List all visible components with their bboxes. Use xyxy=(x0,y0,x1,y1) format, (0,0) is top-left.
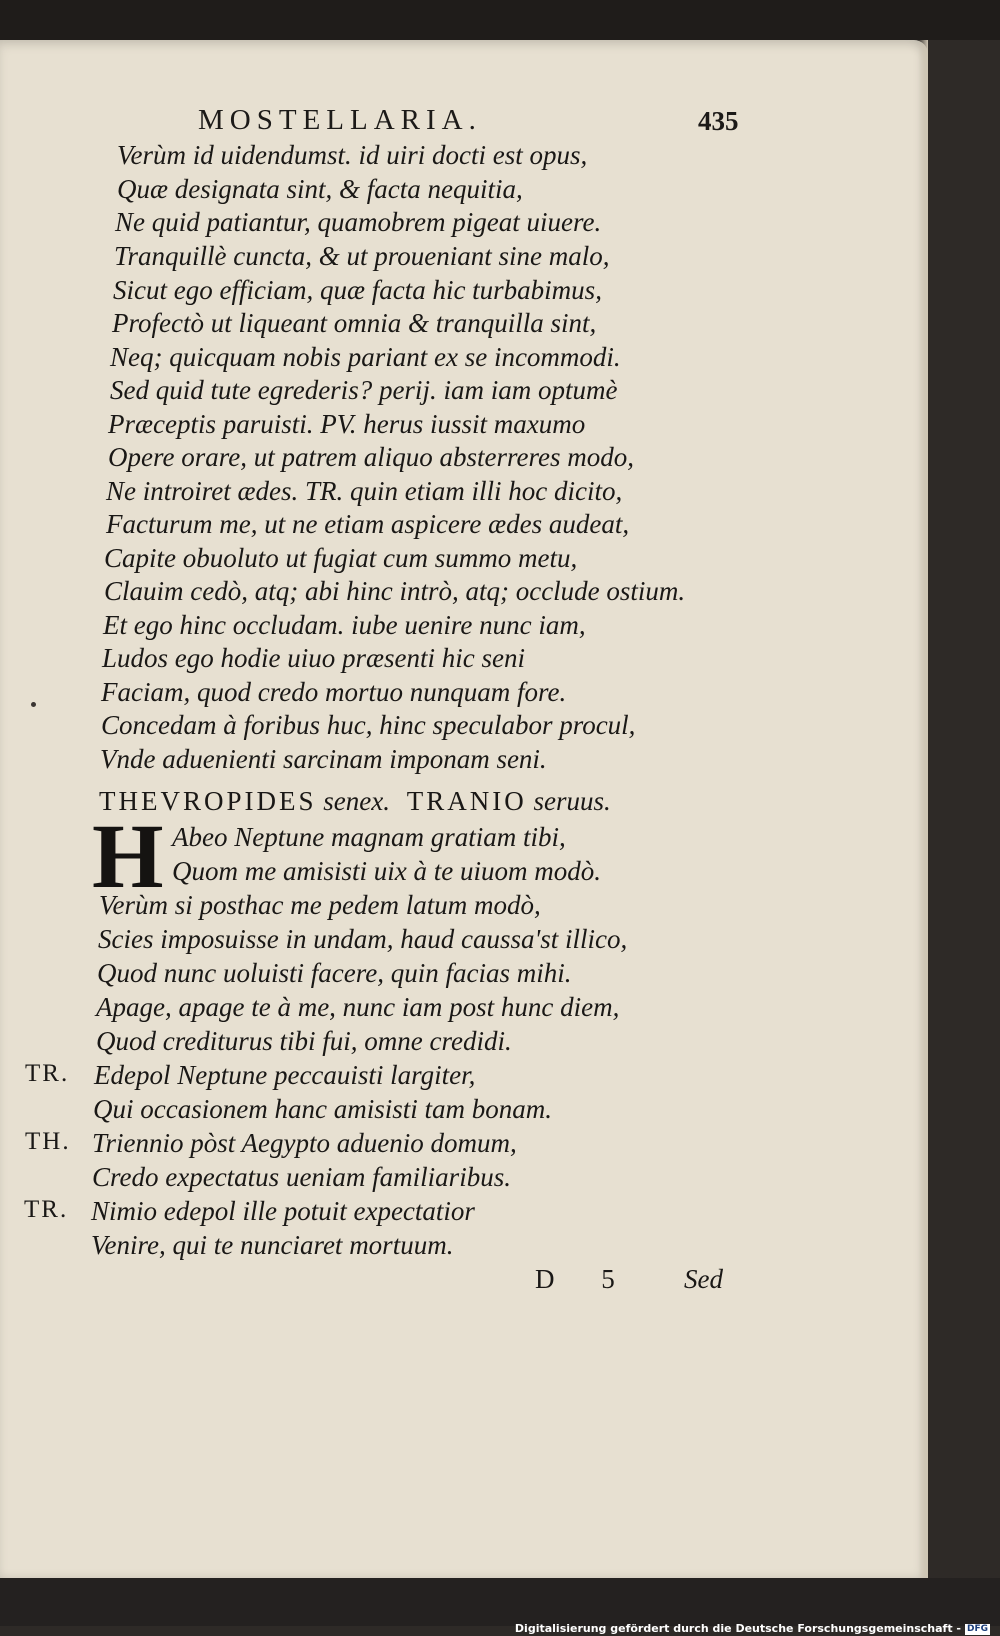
character-role: senex. xyxy=(323,786,390,816)
verse-line: Vnde aduenienti sarcinam imponam seni. xyxy=(100,744,547,774)
verse-line: Et ego hinc occludam. iube uenire nunc iam, xyxy=(103,610,586,640)
speaker-label: TR. xyxy=(24,1196,69,1223)
verse-line: Scies imposuisse in undam, haud caussa'st illico, xyxy=(98,924,628,954)
speaker-label: TH. xyxy=(25,1128,71,1155)
verse-line: Edepol Neptune peccauisti largiter, xyxy=(94,1060,476,1090)
verse-line: Præceptis paruisti. PV. herus iussit maxumo xyxy=(108,409,586,439)
verse-line: Qui occasionem hanc amisisti tam bonam. xyxy=(93,1094,552,1124)
verse-line: Profectò ut liqueant omnia & tranquilla sint, xyxy=(112,308,597,338)
credit-text: Digitalisierung gefördert durch die Deutsche Forschungsgemeinschaft - xyxy=(514,1622,961,1635)
character-name: TRANIO xyxy=(406,786,527,816)
character-name: THEVROPIDES xyxy=(99,786,317,816)
verse-line: Quod crediturus tibi fui, omne credidi. xyxy=(96,1026,512,1056)
verse-line: Abeo Neptune magnam gratiam tibi, xyxy=(172,822,566,852)
verse-line: Tranquillè cuncta, & ut proueniant sine malo, xyxy=(114,241,610,271)
running-title: MOSTELLARIA. xyxy=(198,104,482,136)
scan-background-top xyxy=(0,0,1000,40)
verse-line: Facturum me, ut ne etiam aspicere ædes audeat, xyxy=(106,509,630,539)
scan-background-bottom xyxy=(0,1578,1000,1626)
verse-line: Nimio edepol ille potuit expectatior xyxy=(91,1196,475,1226)
verse-line: Quod nunc uoluisti facere, quin facias mihi. xyxy=(97,958,572,988)
signature-mark: D 5 xyxy=(535,1264,615,1294)
decorated-initial: H xyxy=(92,805,164,907)
verse-line: Ne introiret ædes. TR. quin etiam illi hoc dicito, xyxy=(106,476,623,506)
verse-line: Ludos ego hodie uiuo præsenti hic seni xyxy=(102,643,525,673)
verse-line: Verùm si posthac me pedem latum modò, xyxy=(99,890,541,920)
verse-line: Capite obuoluto ut fugiat cum summo metu, xyxy=(104,543,578,573)
catchword: Sed xyxy=(684,1264,723,1294)
scene-heading xyxy=(99,786,621,817)
page-number: 435 xyxy=(698,106,739,136)
speaker-label: TR. xyxy=(25,1060,70,1087)
verse-line: Quæ designata sint, & facta nequitia, xyxy=(117,174,523,204)
verse-line: Concedam à foribus huc, hinc speculabor procul, xyxy=(101,710,636,740)
dfg-logo: DFG xyxy=(966,1623,988,1634)
verse-line: Neq; quicquam nobis pariant ex se incommodi. xyxy=(110,342,621,372)
ink-speck xyxy=(31,702,36,707)
verse-line: Verùm id uidendumst. id uiri docti est opus, xyxy=(117,140,588,170)
verse-line: Apage, apage te à me, nunc iam post hunc diem, xyxy=(96,992,620,1022)
verse-line: Venire, qui te nunciaret mortuum. xyxy=(91,1230,454,1260)
verse-line: Clauim cedò, atq; abi hinc intrò, atq; occlude ostium. xyxy=(104,576,686,606)
verse-line: Ne quid patiantur, quamobrem pigeat uiuere. xyxy=(115,207,602,237)
verse-line: Triennio pòst Aegypto aduenio domum, xyxy=(92,1128,517,1158)
verse-line: Opere orare, ut patrem aliquo absterreres modo, xyxy=(108,442,634,472)
verse-line: Credo expectatus ueniam familiaribus. xyxy=(92,1162,511,1192)
verse-line: Quom me amisisti uix à te uiuom modò. xyxy=(172,856,601,886)
verse-line: Faciam, quod credo mortuo nunquam fore. xyxy=(101,677,567,707)
verse-line: Sed quid tute egrederis? perij. iam iam optumè xyxy=(110,375,618,405)
digitization-credit xyxy=(515,1622,990,1635)
character-role: seruus. xyxy=(533,786,611,816)
verse-line: Sicut ego efficiam, quæ facta hic turbabimus, xyxy=(113,275,602,305)
